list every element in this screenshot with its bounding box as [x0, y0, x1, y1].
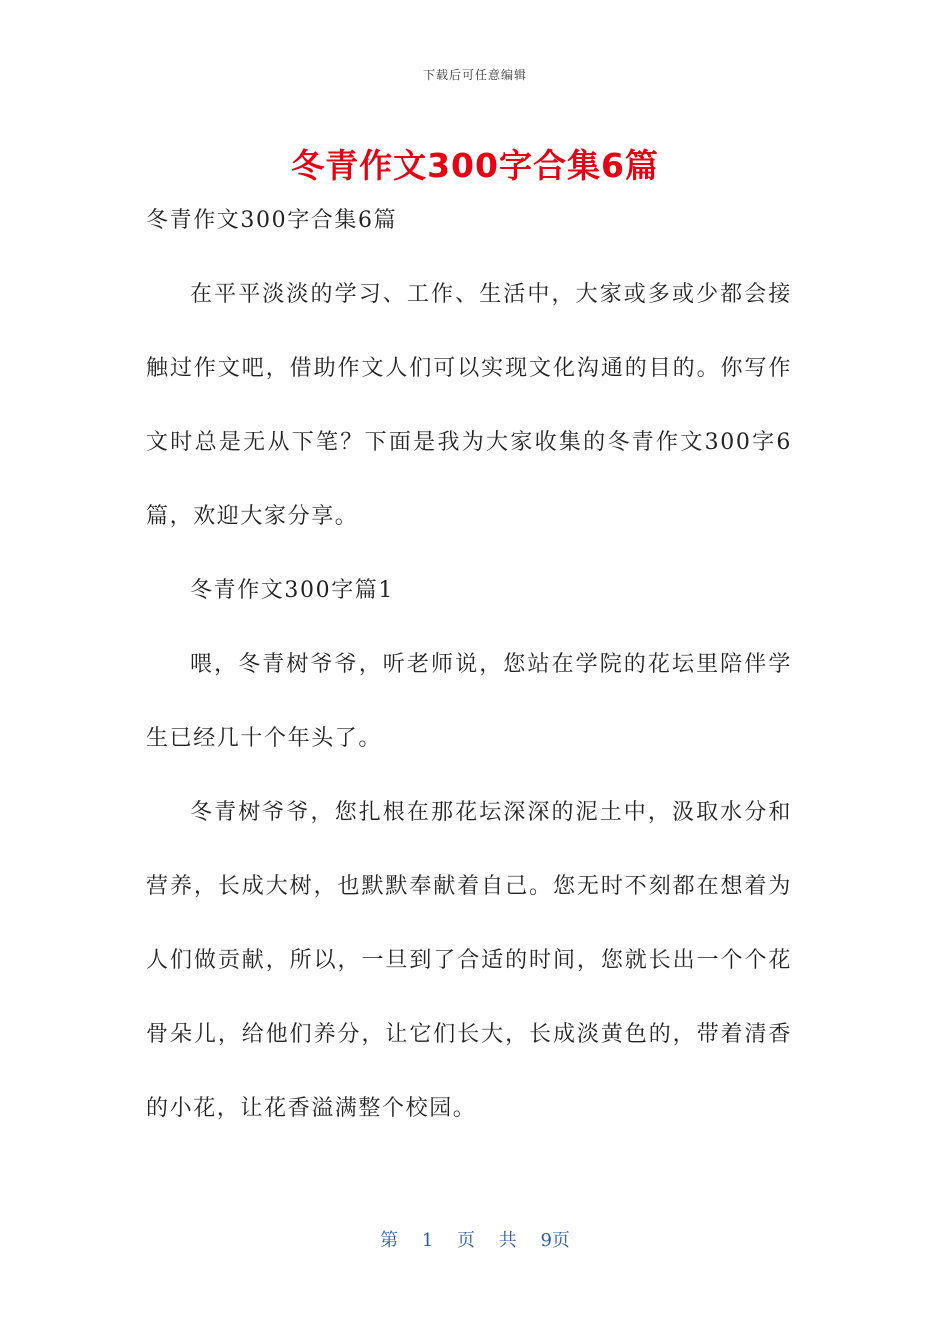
footer-label-di: 第 — [380, 1230, 399, 1251]
document-subtitle: 冬青作文300字合集6篇 — [146, 208, 398, 233]
document-body — [146, 258, 792, 1146]
footer-page-number: 1 — [421, 1230, 434, 1251]
footer-label-ye: 页 — [457, 1230, 475, 1251]
paragraph-intro: 在平平淡淡的学习、工作、生活中，大家或多或少都会接触过作文吧，借助作文人们可以实现文化沟通的目的。你写作文时总是无从下笔？下面是我为大家收集的冬青作文300字6篇，欢迎大家分享。 — [146, 282, 792, 529]
document-title: 冬青作文300字合集6篇 — [291, 146, 659, 185]
paragraph: 喂，冬青树爷爷，听老师说，您站在学院的花坛里陪伴学生已经几十个年头了。 — [146, 652, 792, 751]
paragraph: 冬青树爷爷，您扎根在那花坛深深的泥土中，汲取水分和营养，长成大树，也默默奉献着自己。您无时不刻都在想着为人们做贡献，所以，一旦到了合适的时间，您就长出一个个花骨朵儿，给他们养分，让它们长大，长成淡黄色的，带着清香的小花，让花香溢满整个校园。 — [146, 800, 792, 1121]
section-heading: 冬青作文300字篇1 — [190, 578, 394, 603]
footer-total-pages: 9页 — [540, 1230, 570, 1251]
footer-label-gong: 共 — [498, 1230, 517, 1251]
header-note: 下载后可任意编辑 — [422, 68, 527, 82]
page-footer — [0, 1226, 950, 1252]
